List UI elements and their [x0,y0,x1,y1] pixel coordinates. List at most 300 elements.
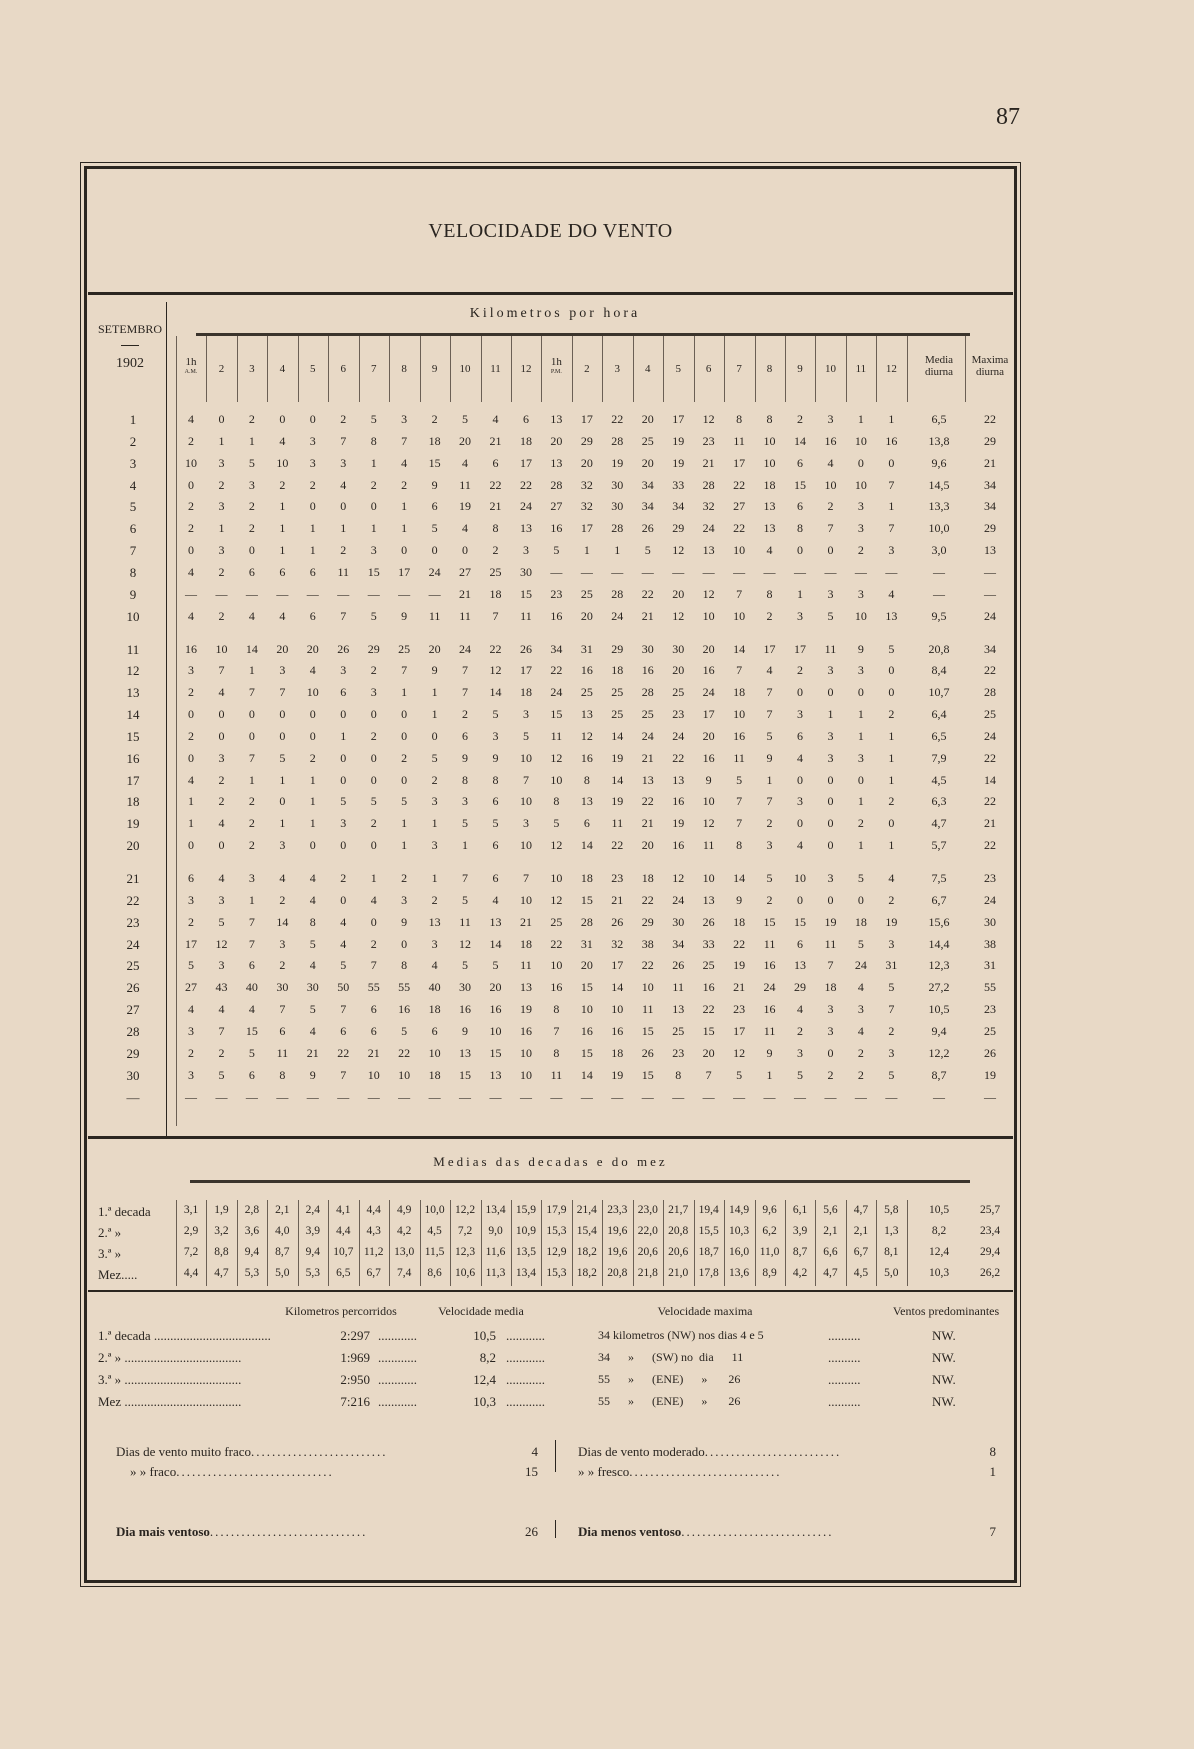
table-cell: 10 [306,685,319,699]
table-cell: 3 [888,1046,895,1060]
medias-cell: 10,7 [333,1246,354,1258]
table-cell: 26 [611,915,624,929]
closing-dash: — [337,1090,350,1104]
table-cell: 21 [367,1046,380,1060]
table-cell: 1 [188,816,194,830]
hour-header-text: 1h [185,356,197,368]
column-separator [541,336,542,402]
medias-cell: 15,5 [698,1225,719,1237]
column-separator [389,336,390,402]
table-cell: 30 [672,915,685,929]
table-cell: 4 [370,893,377,907]
medias-cell: 11,5 [424,1246,445,1258]
closing-dash: — [428,1090,441,1104]
table-cell: 16 [702,663,715,677]
table-cell: 0 [218,729,225,743]
table-cell: 8 [736,838,743,852]
table-cell: 10 [733,543,746,557]
table-cell: 7 [218,663,225,677]
table-cell: 21 [641,751,654,765]
day-label: 23 [126,915,140,930]
table-cell: 2 [857,1046,864,1060]
summary-divider [88,1290,1013,1292]
table-cell: 5 [797,1068,803,1082]
medias-cell: 5,6 [823,1204,838,1216]
table-cell: 2 [401,751,408,765]
table-cell: 16 [672,794,685,808]
closing-dash: — [367,1090,380,1104]
table-cell: 20 [672,663,685,677]
table-cell: 20 [580,456,593,470]
hour-header: 8 [401,363,407,375]
table-cell: 10 [367,1068,380,1082]
media-cell: 12,2 [928,1046,950,1060]
media-cell: 8,4 [931,663,947,677]
table-cell: 13 [580,707,593,721]
table-cell: 4 [462,456,469,470]
table-cell: 3 [857,751,864,765]
medias-cell: 8,7 [792,1246,808,1258]
table-cell: 20 [276,642,289,656]
table-cell: 28 [550,478,563,492]
table-cell: 15 [489,1046,502,1060]
table-cell: 19 [672,456,685,470]
table-cell: 0 [188,478,194,492]
table-cell: 10 [550,871,563,885]
table-cell: 0 [218,707,225,721]
table-cell: 6 [279,565,286,579]
table-cell: 0 [797,685,803,699]
table-cell: 5 [309,1002,316,1016]
table-cell: 21 [702,456,715,470]
table-cell: 12 [672,543,685,557]
table-cell: 3 [522,707,529,721]
table-cell: 3 [522,816,529,830]
table-cell: 12 [550,838,563,852]
medias-cell: 10,6 [454,1267,476,1279]
summary-media: 12,4 [473,1372,496,1387]
summary-dots: .......... [828,1350,861,1365]
table-cell: 6 [279,1024,286,1038]
day-label: 21 [126,871,140,886]
table-cell: 7 [279,685,286,699]
table-cell: 18 [428,434,441,448]
medias-maxima-cell: 25,7 [979,1204,1001,1216]
maxima-cell: 23 [984,1002,996,1016]
table-cell: 13 [428,915,441,929]
column-separator [298,336,299,402]
table-cell: 11 [276,1046,289,1060]
media-cell: 6,4 [931,707,947,721]
table-cell: 5 [736,773,743,787]
table-cell: 40 [245,980,258,994]
medias-cell: 13,4 [515,1267,536,1279]
medias-cell: 11,2 [363,1246,384,1258]
medias-cell: 6,2 [762,1225,777,1237]
table-cell: 1 [309,794,316,808]
hour-header [543,356,569,376]
summary-dots: ............ [378,1372,417,1387]
table-cell: 1 [857,794,864,808]
table-cell: 3 [340,663,347,677]
medias-maxima-cell: 23,4 [979,1225,1001,1237]
table-cell: 22 [702,1002,715,1016]
table-cell: 3 [827,412,834,426]
table-cell: 0 [827,816,834,830]
table-cell: 2 [401,871,408,885]
dias-muito-fraco-value: 4 [531,1444,538,1459]
summary-dots: .......... [828,1372,861,1387]
table-cell: 50 [337,980,350,994]
maxima-cell: 30 [984,915,996,929]
table-cell: 3 [797,707,803,721]
table-cell: 2 [340,412,347,426]
table-cell: 6 [797,499,803,513]
media-cell: 10,7 [928,685,950,699]
table-cell: 1 [888,412,895,426]
table-cell: 4 [309,871,316,885]
table-cell: 18 [824,980,837,994]
hour-header: 5 [310,363,316,375]
medias-cell: 10,0 [424,1204,445,1216]
dias-fraco: » » fraco.............................. [130,1464,334,1479]
table-cell: 7 [401,663,408,677]
table-cell: 6 [340,1024,347,1038]
column-separator [785,336,786,402]
table-cell: 0 [797,543,803,557]
table-cell: 7 [736,794,743,808]
table-cell: 1 [309,773,316,787]
day-label: 13 [126,685,140,700]
table-cell: 3 [188,1068,194,1082]
table-cell: 2 [766,609,773,623]
table-cell: 0 [827,838,834,852]
table-cell: 1 [218,434,225,448]
table-cell: — [276,587,289,601]
maxima-cell: 22 [984,794,996,808]
table-cell: 0 [401,937,408,951]
table-cell: 3 [827,751,834,765]
dias-divider-bottom [555,1520,556,1538]
table-cell: 3 [248,478,255,492]
table-cell: 22 [641,587,654,601]
table-cell: 11 [428,609,441,623]
table-cell: 4 [218,1002,225,1016]
table-cell: 7 [462,663,469,677]
column-separator [602,336,603,402]
table-cell: 16 [641,663,654,677]
table-cell: 11 [459,609,471,623]
table-cell: 20 [580,609,593,623]
table-cell: 20 [550,434,563,448]
table-cell: 18 [611,1046,624,1060]
table-cell: 1 [583,543,590,557]
medias-column-separator [602,1200,603,1286]
table-title: VELOCIDADE DO VENTO [428,220,673,242]
table-cell: — [763,565,776,579]
table-cell: 7 [340,609,347,623]
table-cell: 3 [827,1024,834,1038]
table-cell: 16 [885,434,898,448]
table-cell: 18 [763,478,776,492]
media-cell: 12,3 [928,958,950,972]
table-cell: 19 [672,816,685,830]
table-cell: 10 [185,456,197,470]
table-cell: 0 [188,707,194,721]
table-cell: 4 [888,587,895,601]
maxima-header: Maxima diurna [971,354,1009,378]
table-cell: 1 [279,499,286,513]
table-cell: 4 [309,663,316,677]
table-cell: 3 [827,1002,834,1016]
table-cell: 14 [580,838,593,852]
table-cell: 9 [431,663,438,677]
dias-fresco-value: 1 [989,1464,996,1479]
table-cell: 22 [550,937,563,951]
medias-cell: 4,7 [853,1204,869,1216]
hour-header: 3 [614,363,621,375]
closing-dash: — [398,1090,411,1104]
hour-header: 4 [279,363,286,375]
table-cell: 6 [248,565,255,579]
table-cell: 1 [431,816,438,830]
table-cell: 2 [766,893,773,907]
table-cell: 16 [580,751,593,765]
table-cell: 15 [641,1068,654,1082]
column-separator [237,336,238,402]
table-cell: 19 [824,915,837,929]
table-cell: 31 [885,958,898,972]
table-cell: 2 [766,816,773,830]
table-cell: 3 [188,1024,194,1038]
medias-cell: 4,5 [427,1225,442,1237]
table-cell: 20 [641,412,654,426]
table-cell: 17 [398,565,411,579]
medias-column-separator [785,1200,786,1286]
medias-column-separator [420,1200,421,1286]
table-cell: 6 [248,1068,255,1082]
dias-fraco-value: 15 [525,1464,538,1479]
closing-dash: — [215,1090,228,1104]
media-header: Media diurna [924,354,954,378]
table-cell: 26 [519,642,532,656]
medias-cell: 23,3 [607,1204,628,1216]
medias-cell: 17,8 [698,1267,719,1279]
table-cell: 0 [431,543,438,557]
table-cell: 19 [611,456,624,470]
table-cell: 11 [824,642,837,656]
table-cell: 12 [459,937,472,951]
table-cell: 1 [857,729,864,743]
table-cell: 5 [248,456,255,470]
table-cell: 4 [188,565,194,579]
closing-dash: — [580,1090,593,1104]
media-cell: 9,5 [931,609,947,623]
table-cell: 10 [215,642,228,656]
table-cell: 19 [611,1068,624,1082]
table-cell: 1 [218,521,225,535]
table-cell: 18 [611,663,624,677]
table-cell: 4 [797,838,803,852]
closing-dash: — [489,1090,502,1104]
table-cell: 23 [672,707,685,721]
table-cell: 2 [797,1024,803,1038]
table-cell: 5 [857,871,864,885]
table-cell: 2 [340,871,347,885]
table-cell: 3 [218,893,225,907]
table-cell: 2 [857,543,864,557]
table-cell: 34 [641,499,654,513]
table-cell: 4 [188,412,194,426]
media-cell: 6,3 [931,794,947,808]
table-cell: 9 [705,773,712,787]
table-cell: 8 [736,412,743,426]
maxima-cell: 29 [984,434,996,448]
table-cell: 21 [611,893,624,907]
medias-cell: 1,9 [214,1204,229,1216]
dia-mais-ventoso-label: Dia mais ventoso [116,1524,210,1539]
table-cell: 8 [766,587,773,601]
maxima-cell: 34 [984,499,996,513]
day-label: 6 [129,521,137,536]
table-cell: 5 [370,609,377,623]
table-cell: 2 [401,478,408,492]
table-cell: 13 [519,521,532,535]
table-cell: 18 [519,434,532,448]
table-cell: 11 [520,958,532,972]
medias-cell: 6,7 [853,1246,869,1258]
table-cell: 1 [340,729,347,743]
table-cell: 6 [462,729,469,743]
table-cell: 0 [218,838,225,852]
maxima-cell: 13 [984,543,996,557]
table-cell: 15 [580,980,593,994]
table-cell: 13 [550,412,563,426]
table-cell: 2 [248,412,255,426]
table-cell: 6 [492,794,499,808]
maxima-cell: 22 [984,663,996,677]
table-cell: 7 [370,958,377,972]
table-cell: 16 [702,751,715,765]
table-cell: 19 [519,1002,532,1016]
table-cell: 10 [733,707,746,721]
table-cell: 4 [340,937,347,951]
medias-cell: 3,2 [214,1225,229,1237]
table-cell: 3 [888,937,895,951]
table-cell: 0 [370,915,377,929]
table-cell: 10 [794,871,806,885]
table-cell: 7 [340,1068,347,1082]
hour-header: 12 [520,363,532,375]
medias-cell: 14,9 [729,1204,750,1216]
column-separator [420,336,421,402]
table-cell: 8 [553,1002,560,1016]
table-cell: 4 [218,816,225,830]
table-cell: 10 [702,609,715,623]
table-cell: 6 [431,499,438,513]
table-cell: 22 [733,521,746,535]
table-cell: 8 [462,773,469,787]
table-cell: 0 [279,794,286,808]
day-label: 5 [129,499,137,514]
table-cell: 22 [641,893,654,907]
medias-cell: 15,3 [546,1267,567,1279]
column-separator [876,336,877,402]
table-cell: 22 [519,478,532,492]
table-cell: 32 [702,499,715,513]
table-cell: 1 [401,499,408,513]
header-divider [88,292,1013,295]
medias-row-label: 2.ª » [98,1225,122,1240]
medias-cell: 3,1 [183,1204,199,1216]
table-cell: 0 [188,838,194,852]
table-cell: 10 [519,893,532,907]
table-cell: 3 [279,663,286,677]
table-cell: 29 [367,642,380,656]
table-cell: 7 [248,685,255,699]
medias-cell: 17,9 [546,1204,567,1216]
table-cell: 13 [672,773,685,787]
table-cell: 0 [827,685,834,699]
media-cell: 3,0 [931,543,947,557]
table-cell: 13 [763,499,776,513]
closing-dash: — [185,1090,197,1104]
table-cell: 1 [888,838,895,852]
table-cell: 9 [462,751,469,765]
table-cell: 2 [218,773,225,787]
table-cell: 3 [797,609,803,623]
table-cell: 21 [733,980,746,994]
table-cell: 14 [733,871,746,885]
table-cell: 12 [215,937,228,951]
table-cell: 0 [827,543,834,557]
table-cell: 13 [580,794,593,808]
maxima-cell: 21 [984,816,996,830]
table-cell: 7 [766,685,773,699]
maxima-cell: 24 [984,729,996,743]
medias-cell: 18,7 [698,1246,719,1258]
table-cell: 27 [185,980,197,994]
summary-vento: NW. [932,1372,956,1387]
table-cell: 4 [462,521,469,535]
table-cell: 2 [248,838,255,852]
table-cell: 8 [370,434,377,448]
day-label: 9 [129,587,137,602]
medias-row-label: Mez..... [98,1267,138,1282]
table-cell: 17 [794,642,806,656]
table-cell: 5 [462,816,469,830]
table-cell: 9 [766,1046,773,1060]
closing-dash: — [885,1090,898,1104]
table-cell: 5 [431,751,438,765]
table-cell: 4 [279,434,286,448]
medias-column-separator [724,1200,725,1286]
table-cell: 4 [218,871,225,885]
table-cell: 22 [641,958,654,972]
table-cell: 24 [702,685,715,699]
table-cell: 7 [888,521,895,535]
table-cell: 4 [188,773,194,787]
table-cell: 32 [580,478,593,492]
table-cell: 10 [580,1002,593,1016]
table-cell: 4 [309,1024,316,1038]
table-cell: 17 [611,958,624,972]
media-cell: 6,5 [931,412,947,426]
table-cell: 3 [431,838,438,852]
table-cell: 8 [492,773,499,787]
table-cell: 24 [550,685,563,699]
table-cell: 1 [309,816,316,830]
